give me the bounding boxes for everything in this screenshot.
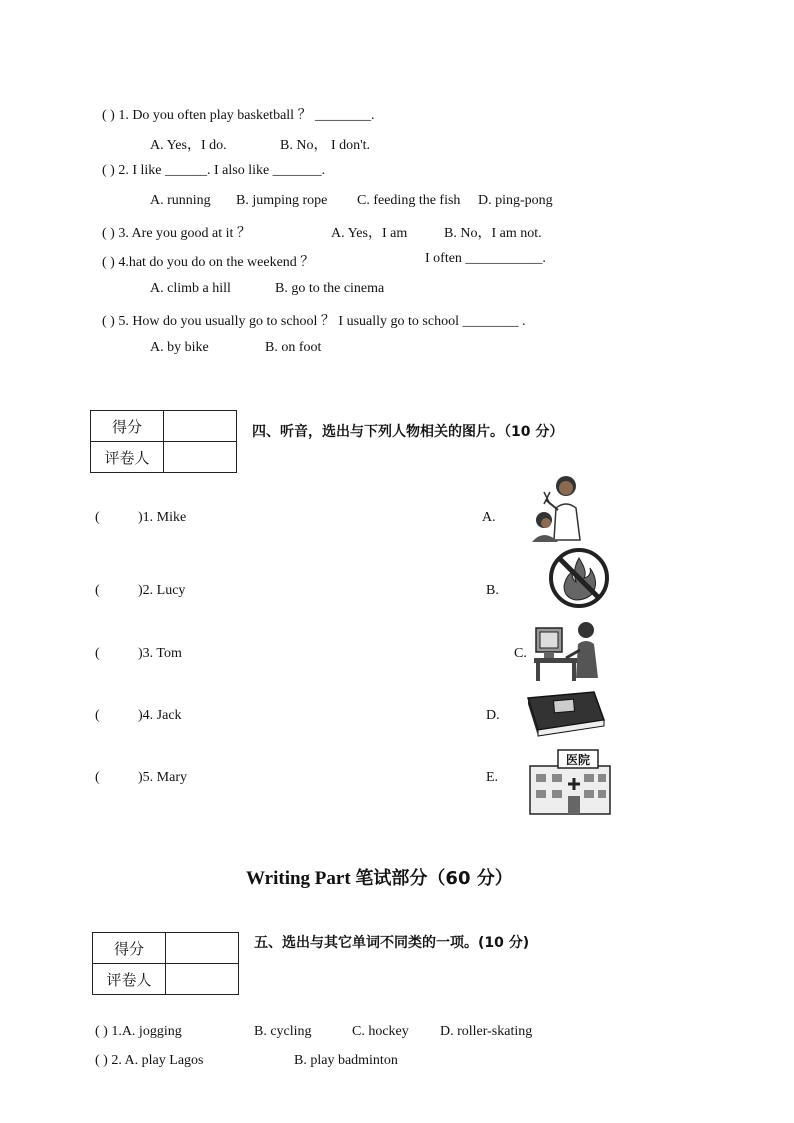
q4-answer-hint: I often ___________. <box>425 251 546 266</box>
s4-item2-open: ( <box>95 583 100 598</box>
grader-label: 评卷人 <box>93 964 166 995</box>
s5-q1-option-d: D. roller-skating <box>440 1024 533 1039</box>
q5-option-a: A. by bike <box>150 340 209 355</box>
s4-item5-label: )5. Mary <box>138 770 187 785</box>
s4-item5-open: ( <box>95 770 100 785</box>
q2-option-c: C. feeding the fish <box>357 193 461 208</box>
q1-option-a: A. Yes，I do. <box>150 138 227 153</box>
writing-part-title-cn: 笔试部分（60 分） <box>355 868 513 889</box>
q5-option-b: B. on foot <box>265 340 322 355</box>
score-cell[interactable] <box>166 933 239 964</box>
q2-option-d: D. ping-pong <box>478 193 553 208</box>
s5-q1-option-c: C. hockey <box>352 1024 409 1039</box>
hairdresser-icon <box>528 470 590 542</box>
section4-title: 四、听音，选出与下列人物相关的图片。（10 分） <box>252 424 564 440</box>
s4-item1-open: ( <box>95 510 100 525</box>
score-box-section5 <box>92 932 239 995</box>
q2-stem: ( ) 2. I like ______. I also like _______. <box>102 163 326 178</box>
writing-part-title-en: Writing Part <box>246 868 356 889</box>
s4-item2-label: )2. Lucy <box>138 583 186 598</box>
q3-stem: ( ) 3. Are you good at it ？ <box>102 226 251 241</box>
s4-item4-label: )4. Jack <box>138 708 182 723</box>
s4-item3-letter: C. <box>514 646 527 661</box>
q4-option-b: B. go to the cinema <box>275 281 385 296</box>
s4-item3-label: )3. Tom <box>138 646 182 661</box>
s4-item3-open: ( <box>95 646 100 661</box>
q5-stem: ( ) 5. How do you usually go to school ？ I usually go to school ________ . <box>102 314 526 329</box>
s4-item2-letter: B. <box>486 583 499 598</box>
q2-option-a: A. running <box>150 193 211 208</box>
q4-stem: ( ) 4.hat do you do on the weekend ？ <box>102 255 315 270</box>
section5-title: 五、选出与其它单词不同类的一项。(10 分) <box>254 935 530 951</box>
writing-part-title <box>246 864 513 890</box>
s5-q1-stem: ( ) 1.A. jogging <box>95 1024 182 1039</box>
s4-item5-letter: E. <box>486 770 499 785</box>
q3-option-b: B. No，I am not. <box>444 226 542 241</box>
s5-q2-stem: ( ) 2. A. play Lagos <box>95 1053 204 1068</box>
s4-item1-letter: A. <box>482 510 496 525</box>
q2-option-b: B. jumping rope <box>236 193 328 208</box>
hospital-sign: 医院 <box>565 753 591 767</box>
score-box-section4 <box>90 410 237 473</box>
s5-q1-option-b: B. cycling <box>254 1024 312 1039</box>
q4-option-a: A. climb a hill <box>150 281 231 296</box>
grader-cell[interactable] <box>166 964 239 995</box>
score-label: 得分 <box>91 411 164 442</box>
q3-option-a: A. Yes，I am <box>331 226 408 241</box>
book-icon <box>524 690 608 740</box>
s5-q2-option-b: B. play badminton <box>294 1053 398 1068</box>
s4-item4-open: ( <box>95 708 100 723</box>
grader-cell[interactable] <box>164 442 237 473</box>
no-fire-icon <box>546 546 612 610</box>
score-cell[interactable] <box>164 411 237 442</box>
q1-stem: ( ) 1. Do you often play basketball ？ ________. <box>102 108 375 123</box>
grader-label: 评卷人 <box>91 442 164 473</box>
hospital-icon <box>528 748 614 816</box>
q1-option-b: B. No， I don't. <box>280 138 371 153</box>
computer-user-icon <box>532 618 602 682</box>
s4-item1-label: )1. Mike <box>138 510 187 525</box>
score-label: 得分 <box>93 933 166 964</box>
s4-item4-letter: D. <box>486 708 500 723</box>
